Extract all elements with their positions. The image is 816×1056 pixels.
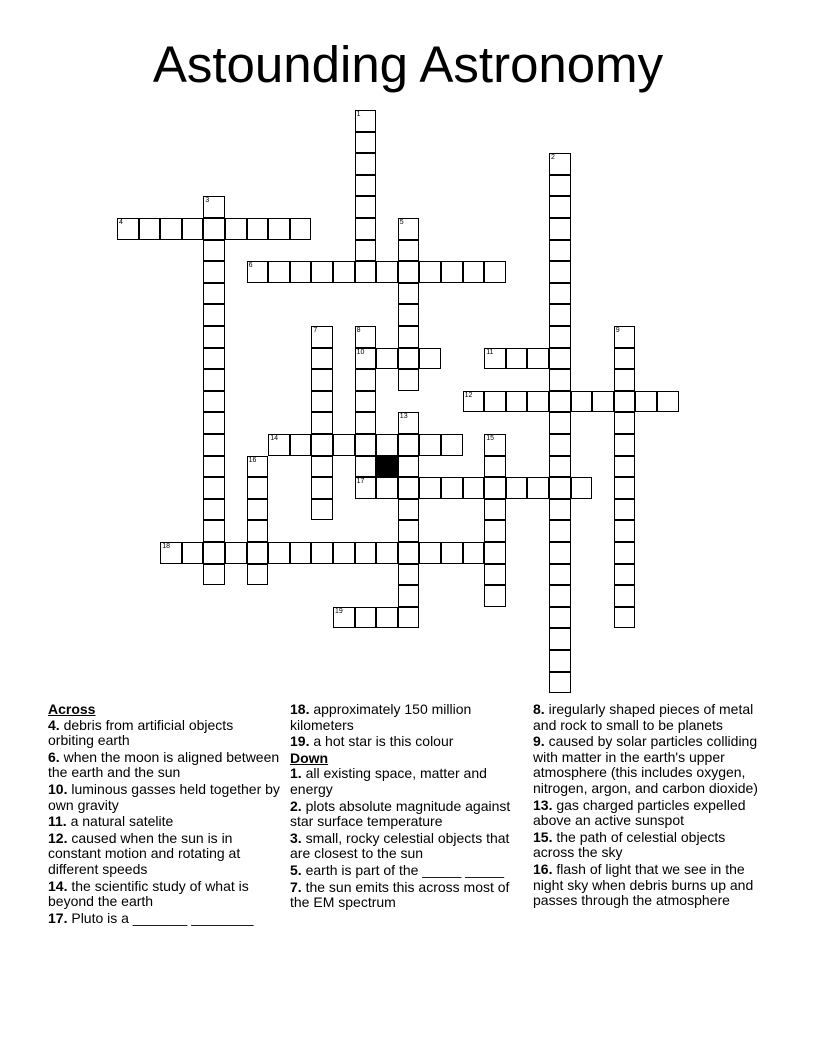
grid-cell[interactable] xyxy=(398,607,420,629)
clue-number: 19. xyxy=(290,733,310,750)
clue-text: a hot star is this colour xyxy=(313,733,454,750)
grid-cell[interactable] xyxy=(398,412,420,434)
clue-text: the scientific study of what is beyond the earth xyxy=(48,877,249,910)
grid-cell[interactable] xyxy=(355,153,377,175)
grid-cell[interactable] xyxy=(311,412,333,434)
grid-cell[interactable] xyxy=(376,434,398,456)
grid-cell[interactable] xyxy=(376,542,398,564)
grid-cell[interactable] xyxy=(549,369,571,391)
clue-across-4[interactable] xyxy=(48,718,280,749)
grid-cell[interactable] xyxy=(398,283,420,305)
grid-cell[interactable] xyxy=(203,304,225,326)
clue-across-17[interactable] xyxy=(48,911,280,927)
grid-cell[interactable] xyxy=(614,564,636,586)
clue-text: iregularly shaped pieces of metal and rock to small to be planets xyxy=(533,701,754,733)
clue-text: a natural satelite xyxy=(70,813,174,830)
clue-across-12[interactable] xyxy=(48,831,280,878)
grid-cell[interactable] xyxy=(247,564,269,586)
grid-cell[interactable] xyxy=(203,499,225,521)
clue-down-13[interactable] xyxy=(533,798,765,829)
grid-cell[interactable] xyxy=(268,542,290,564)
grid-cell[interactable] xyxy=(463,391,485,413)
grid-cell[interactable] xyxy=(355,456,377,478)
grid-cell[interactable] xyxy=(549,650,571,672)
grid-cell[interactable] xyxy=(614,520,636,542)
cell-number: 3 xyxy=(205,197,210,205)
cell-number: 7 xyxy=(313,327,318,334)
clue-text: debris from artificial objects orbiting earth xyxy=(48,716,234,749)
clue-text: Pluto is a _______ ________ xyxy=(71,909,254,926)
clue-across-10[interactable] xyxy=(48,782,280,813)
cell-number: 8 xyxy=(356,327,361,334)
cell-number: 19 xyxy=(335,607,343,615)
grid-cell[interactable] xyxy=(247,499,269,521)
grid-cell[interactable] xyxy=(506,477,528,499)
grid-cell[interactable] xyxy=(484,348,506,370)
grid-cell[interactable] xyxy=(268,218,290,240)
grid-cell[interactable] xyxy=(398,326,420,348)
grid-cell[interactable] xyxy=(182,218,204,240)
grid-cell[interactable] xyxy=(203,348,225,370)
grid-cell[interactable] xyxy=(398,240,420,262)
grid-cell[interactable] xyxy=(614,434,636,456)
grid-cell[interactable] xyxy=(549,218,571,240)
grid-cell[interactable] xyxy=(614,456,636,478)
clue-number: 5. xyxy=(290,861,302,878)
clue-down-1[interactable] xyxy=(290,766,522,797)
grid-cell[interactable] xyxy=(398,564,420,586)
clue-number: 9. xyxy=(533,733,545,750)
grid-cell[interactable] xyxy=(203,326,225,348)
grid-cell[interactable] xyxy=(614,412,636,434)
grid-cell[interactable] xyxy=(355,261,377,283)
grid-cell[interactable] xyxy=(247,261,269,283)
grid-cell[interactable] xyxy=(484,456,506,478)
grid-cell[interactable] xyxy=(441,542,463,564)
grid-cell[interactable] xyxy=(484,391,506,413)
grid-cell[interactable] xyxy=(376,348,398,370)
grid-cell[interactable] xyxy=(549,672,571,694)
grid-cell[interactable] xyxy=(225,218,247,240)
grid-cell[interactable] xyxy=(268,434,290,456)
grid-cell[interactable] xyxy=(614,326,636,348)
grid-cell[interactable] xyxy=(290,218,312,240)
clue-text: small, rocky celestial objects that are closest to the sun xyxy=(290,829,510,862)
grid-cell[interactable] xyxy=(355,391,377,413)
grid-cell[interactable] xyxy=(355,132,377,154)
grid-cell[interactable] xyxy=(333,542,355,564)
grid-cell[interactable] xyxy=(355,607,377,629)
grid-cell[interactable] xyxy=(203,283,225,305)
grid-cell[interactable] xyxy=(549,499,571,521)
cell-number: 12 xyxy=(464,391,473,399)
grid-cell[interactable] xyxy=(311,499,333,521)
grid-cell[interactable] xyxy=(463,477,485,499)
clue-column-3 xyxy=(533,702,765,910)
clue-number: 7. xyxy=(290,878,302,895)
grid-cell[interactable] xyxy=(247,218,269,240)
grid-cell[interactable] xyxy=(549,412,571,434)
grid-cell[interactable] xyxy=(398,369,420,391)
grid-cell[interactable] xyxy=(398,477,420,499)
clue-text: approximately 150 million kilometers xyxy=(290,701,472,733)
clue-across-11[interactable] xyxy=(48,814,280,830)
grid-cell[interactable] xyxy=(355,196,377,218)
grid-cell[interactable] xyxy=(614,348,636,370)
grid-cell[interactable] xyxy=(355,477,377,499)
grid-cell[interactable] xyxy=(484,261,506,283)
grid-cell[interactable] xyxy=(355,434,377,456)
grid-cell[interactable] xyxy=(203,564,225,586)
grid-cell[interactable] xyxy=(571,477,593,499)
grid-cell-black xyxy=(376,456,398,478)
grid-cell[interactable] xyxy=(225,542,247,564)
grid-cell[interactable] xyxy=(203,520,225,542)
cell-number: 13 xyxy=(399,413,408,421)
clue-down-16[interactable] xyxy=(533,862,765,909)
clue-column-2 xyxy=(290,702,522,912)
grid-cell[interactable] xyxy=(527,348,549,370)
clue-down-2[interactable] xyxy=(290,799,522,830)
grid-cell[interactable] xyxy=(311,261,333,283)
grid-cell[interactable] xyxy=(419,261,441,283)
cell-number: 9 xyxy=(615,327,620,334)
clue-down-9[interactable] xyxy=(533,734,765,796)
clue-text: earth is part of the _____ _____ xyxy=(305,861,505,878)
grid-cell[interactable] xyxy=(635,391,657,413)
grid-cell[interactable] xyxy=(333,261,355,283)
grid-cell[interactable] xyxy=(484,564,506,586)
clue-text: all existing space, matter and energy xyxy=(290,765,487,797)
grid-cell[interactable] xyxy=(203,369,225,391)
clue-text: caused by solar particles colliding with matter in the earth's upper atmosphere (this includes oxygen, nitrogen, argon, and carbon dioxide) xyxy=(533,733,758,796)
grid-cell[interactable] xyxy=(463,261,485,283)
clue-across-14[interactable] xyxy=(48,879,280,910)
grid-cell[interactable] xyxy=(203,456,225,478)
cell-number: 1 xyxy=(356,111,361,118)
clue-number: 18. xyxy=(290,701,310,717)
grid-cell[interactable] xyxy=(333,607,355,629)
grid-cell[interactable] xyxy=(203,434,225,456)
clue-down-5[interactable] xyxy=(290,863,522,879)
grid-cell[interactable] xyxy=(160,218,182,240)
clue-text: the sun emits this across most of the EM spectrum xyxy=(290,878,510,911)
clue-text: flash of light that we see in the night sky when debris burns up and passes through the atmosphere xyxy=(533,860,754,909)
clue-text: the path of celestial objects across the sky xyxy=(533,828,726,861)
clue-across-6[interactable] xyxy=(48,750,280,781)
grid-cell[interactable] xyxy=(549,196,571,218)
clue-number: 17. xyxy=(48,909,68,926)
grid-cell[interactable] xyxy=(549,304,571,326)
grid-cell[interactable] xyxy=(419,348,441,370)
grid-cell[interactable] xyxy=(398,434,420,456)
grid-cell[interactable] xyxy=(527,391,549,413)
clue-number: 16. xyxy=(533,860,553,877)
grid-cell[interactable] xyxy=(484,499,506,521)
grid-cell[interactable] xyxy=(203,391,225,413)
grid-cell[interactable] xyxy=(311,369,333,391)
grid-cell[interactable] xyxy=(549,520,571,542)
clue-number: 1. xyxy=(290,765,302,782)
cell-number: 11 xyxy=(486,348,494,356)
clue-text: caused when the sun is in constant motion and rotating at different speeds xyxy=(48,829,241,877)
cell-number: 10 xyxy=(356,348,365,356)
clue-number: 6. xyxy=(48,748,60,765)
grid-cell[interactable] xyxy=(203,412,225,434)
grid-cell[interactable] xyxy=(355,175,377,197)
grid-cell[interactable] xyxy=(311,434,333,456)
grid-cell[interactable] xyxy=(549,607,571,629)
grid-cell[interactable] xyxy=(506,348,528,370)
grid-cell[interactable] xyxy=(247,542,269,564)
cell-number: 18 xyxy=(162,543,170,550)
grid-cell[interactable] xyxy=(614,585,636,607)
clue-down-15[interactable] xyxy=(533,830,765,861)
grid-cell[interactable] xyxy=(247,477,269,499)
grid-cell[interactable] xyxy=(549,348,571,370)
grid-cell[interactable] xyxy=(117,218,139,240)
cell-number: 14 xyxy=(270,435,278,442)
grid-cell[interactable] xyxy=(419,477,441,499)
grid-cell[interactable] xyxy=(182,542,204,564)
grid-cell[interactable] xyxy=(247,456,269,478)
clue-down-7[interactable] xyxy=(290,880,522,911)
grid-cell[interactable] xyxy=(203,196,225,218)
cell-number: 4 xyxy=(119,219,123,226)
grid-cell[interactable] xyxy=(398,542,420,564)
grid-cell[interactable] xyxy=(376,261,398,283)
cell-number: 16 xyxy=(248,456,257,464)
grid-cell[interactable] xyxy=(571,391,593,413)
grid-cell[interactable] xyxy=(592,391,614,413)
grid-cell[interactable] xyxy=(355,218,377,240)
grid-cell[interactable] xyxy=(441,434,463,456)
clue-number: 3. xyxy=(290,829,302,846)
grid-cell[interactable] xyxy=(484,585,506,607)
grid-cell[interactable] xyxy=(614,542,636,564)
grid-cell[interactable] xyxy=(549,585,571,607)
clue-number: 13. xyxy=(533,796,553,813)
grid-cell[interactable] xyxy=(484,434,506,456)
grid-cell[interactable] xyxy=(398,456,420,478)
grid-cell[interactable] xyxy=(333,434,355,456)
down-heading: Down xyxy=(290,749,329,766)
clue-text: luminous gasses held together by own gravity xyxy=(48,780,280,813)
grid-cell[interactable] xyxy=(290,261,312,283)
grid-cell[interactable] xyxy=(549,477,571,499)
clue-down-8[interactable] xyxy=(533,702,765,733)
grid-cell[interactable] xyxy=(311,391,333,413)
grid-cell[interactable] xyxy=(549,542,571,564)
clue-number: 2. xyxy=(290,797,302,814)
cell-number: 17 xyxy=(356,478,365,486)
grid-cell[interactable] xyxy=(484,477,506,499)
clue-across-18[interactable] xyxy=(290,702,522,733)
grid-cell[interactable] xyxy=(355,348,377,370)
cell-number: 2 xyxy=(551,154,555,162)
across-heading: Across xyxy=(48,701,96,717)
clue-text: gas charged particles expelled above an active sunspot xyxy=(533,796,746,829)
grid-cell[interactable] xyxy=(290,434,312,456)
grid-cell[interactable] xyxy=(614,607,636,629)
clue-number: 15. xyxy=(533,828,553,845)
grid-cell[interactable] xyxy=(376,607,398,629)
grid-cell[interactable] xyxy=(311,456,333,478)
grid-cell[interactable] xyxy=(549,153,571,175)
grid-cell[interactable] xyxy=(203,218,225,240)
grid-cell[interactable] xyxy=(203,261,225,283)
grid-cell[interactable] xyxy=(398,499,420,521)
grid-cell[interactable] xyxy=(614,369,636,391)
clue-number: 8. xyxy=(533,701,545,717)
grid-cell[interactable] xyxy=(549,283,571,305)
clue-text: plots absolute magnitude against star surface temperature xyxy=(290,797,511,830)
grid-cell[interactable] xyxy=(203,477,225,499)
grid-cell[interactable] xyxy=(355,412,377,434)
grid-cell[interactable] xyxy=(160,542,182,564)
grid-cell[interactable] xyxy=(463,542,485,564)
grid-cell[interactable] xyxy=(657,391,679,413)
grid-cell[interactable] xyxy=(398,218,420,240)
grid-cell[interactable] xyxy=(203,542,225,564)
clue-number: 10. xyxy=(48,780,68,797)
grid-cell[interactable] xyxy=(268,261,290,283)
clue-across-19[interactable] xyxy=(290,734,522,750)
grid-cell[interactable] xyxy=(484,520,506,542)
grid-cell[interactable] xyxy=(441,477,463,499)
grid-cell[interactable] xyxy=(549,456,571,478)
grid-cell[interactable] xyxy=(614,391,636,413)
grid-cell[interactable] xyxy=(484,542,506,564)
cell-number: 6 xyxy=(248,262,253,270)
grid-cell[interactable] xyxy=(549,261,571,283)
grid-cell[interactable] xyxy=(311,326,333,348)
grid-cell[interactable] xyxy=(247,520,269,542)
clue-number: 12. xyxy=(48,829,68,846)
clue-number: 14. xyxy=(48,877,68,894)
clue-column-1 xyxy=(48,702,280,927)
grid-cell[interactable] xyxy=(311,477,333,499)
grid-cell[interactable] xyxy=(549,240,571,262)
grid-cell[interactable] xyxy=(139,218,161,240)
grid-cell[interactable] xyxy=(398,585,420,607)
grid-cell[interactable] xyxy=(549,628,571,650)
grid-cell[interactable] xyxy=(419,542,441,564)
grid-cell[interactable] xyxy=(549,391,571,413)
clue-text: when the moon is aligned between the earth and the sun xyxy=(48,748,280,781)
grid-cell[interactable] xyxy=(527,477,549,499)
grid-cell[interactable] xyxy=(506,391,528,413)
cell-number: 15 xyxy=(486,435,494,442)
grid-cell[interactable] xyxy=(398,304,420,326)
grid-cell[interactable] xyxy=(355,326,377,348)
grid-cell[interactable] xyxy=(441,261,463,283)
grid-cell[interactable] xyxy=(549,434,571,456)
grid-cell[interactable] xyxy=(311,348,333,370)
grid-cell[interactable] xyxy=(290,542,312,564)
grid-cell[interactable] xyxy=(398,348,420,370)
cell-number: 5 xyxy=(399,219,404,226)
grid-cell[interactable] xyxy=(355,110,377,132)
grid-cell[interactable] xyxy=(419,434,441,456)
grid-cell[interactable] xyxy=(549,564,571,586)
grid-cell[interactable] xyxy=(355,240,377,262)
grid-cell[interactable] xyxy=(355,542,377,564)
clue-down-3[interactable] xyxy=(290,831,522,862)
grid-cell[interactable] xyxy=(311,542,333,564)
grid-cell[interactable] xyxy=(398,261,420,283)
puzzle-title: Astounding Astronomy xyxy=(152,36,664,93)
grid-cell[interactable] xyxy=(549,175,571,197)
grid-cell[interactable] xyxy=(398,520,420,542)
grid-cell[interactable] xyxy=(614,499,636,521)
clue-number: 11. xyxy=(48,813,67,830)
grid-cell[interactable] xyxy=(549,326,571,348)
clue-number: 4. xyxy=(48,716,60,733)
grid-cell[interactable] xyxy=(203,240,225,262)
grid-cell[interactable] xyxy=(376,477,398,499)
grid-cell[interactable] xyxy=(355,369,377,391)
grid-cell[interactable] xyxy=(614,477,636,499)
